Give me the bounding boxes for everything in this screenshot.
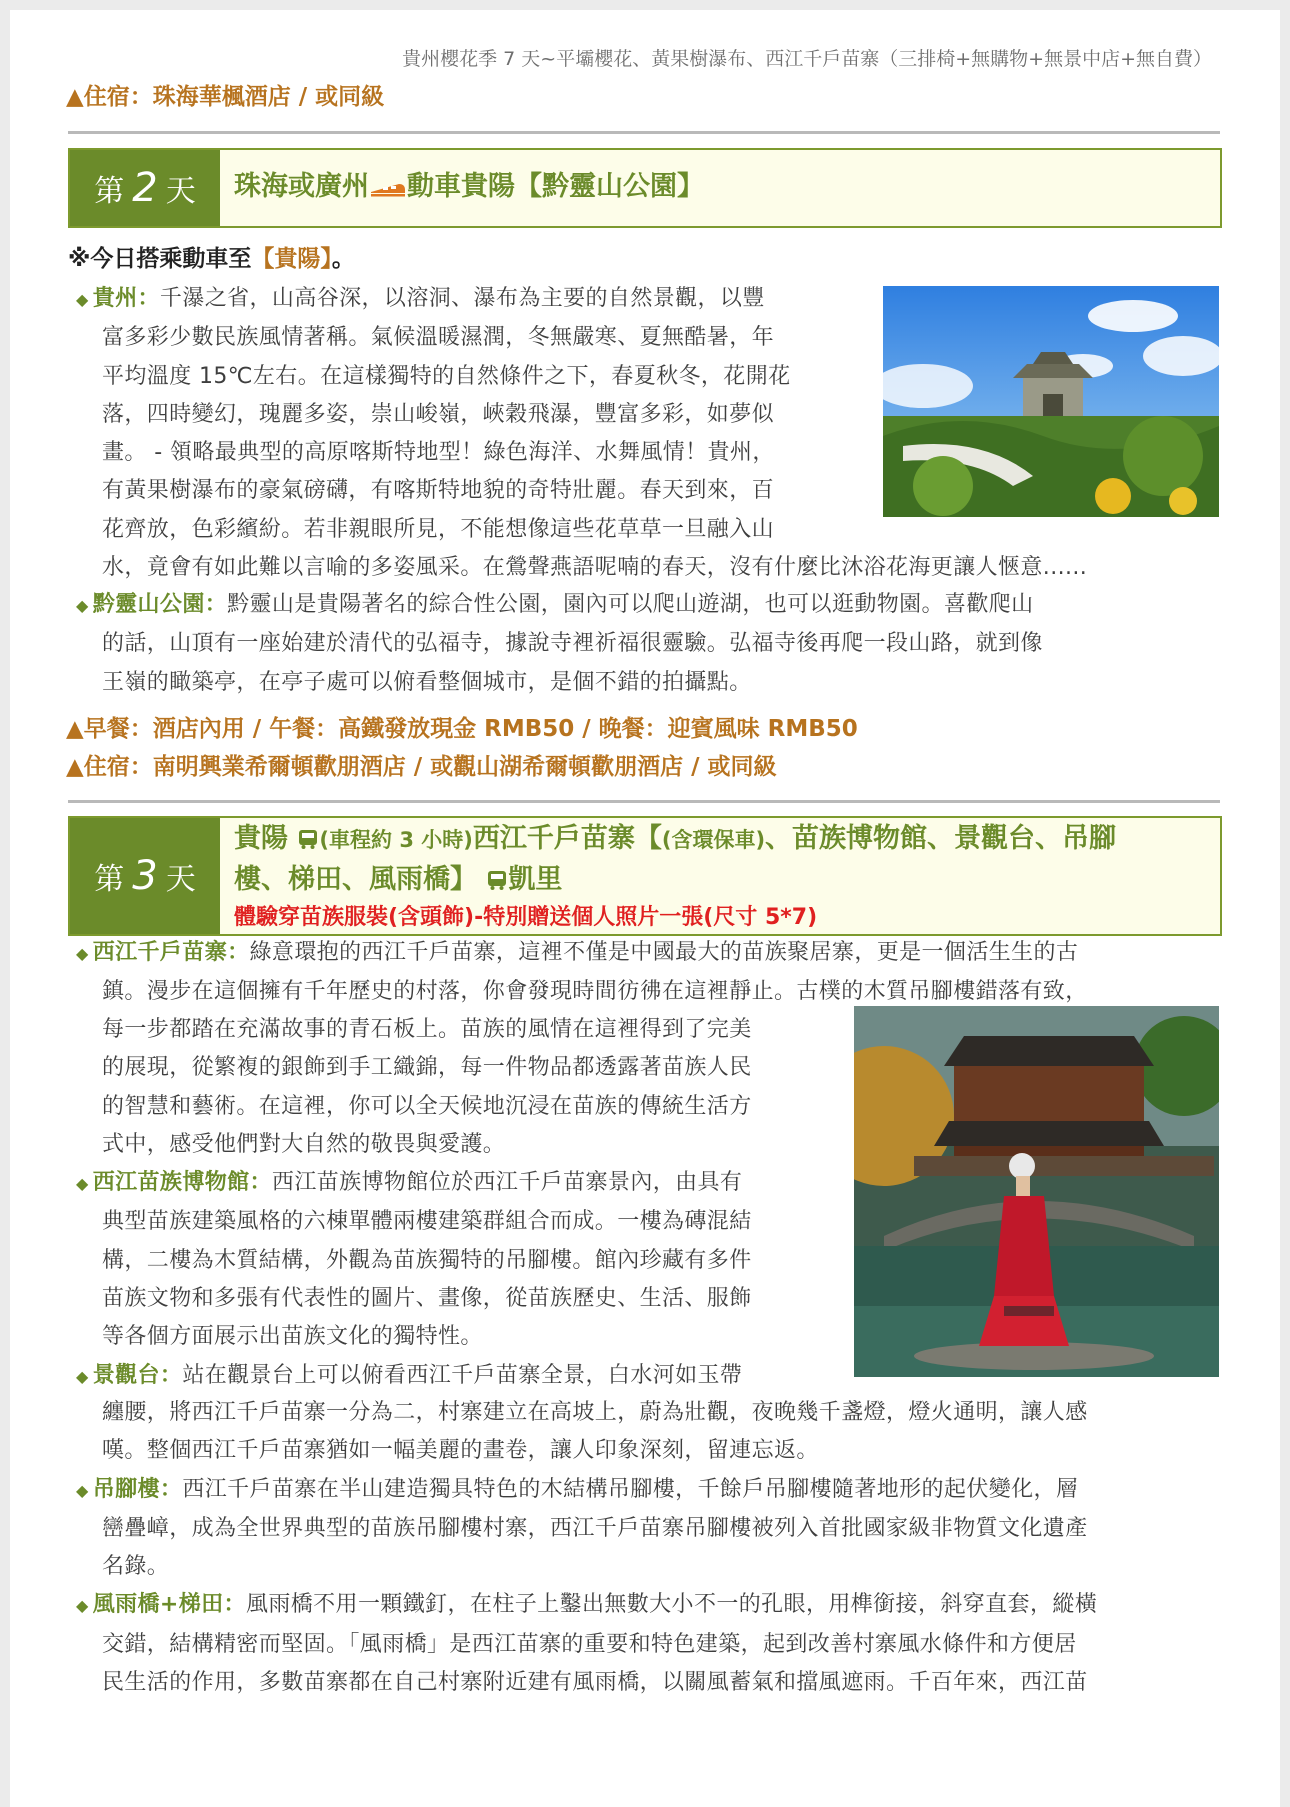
xijiang-line: 的展現，從繁複的銀飾到手工織錦，每一件物品都透露著苗族人民 bbox=[102, 1055, 752, 1081]
xijiang-line: 每一步都踏在充滿故事的青石板上。苗族的風情在這裡得到了完美 bbox=[102, 1017, 752, 1042]
xijiang-line: 式中，感受他們對大自然的敬畏與愛護。 bbox=[102, 1131, 506, 1157]
divider bbox=[68, 800, 1220, 803]
view-line: ◆ 景觀台：站在觀景台上可以俯看西江千戶苗寨全景，白水河如玉帶 bbox=[76, 1362, 743, 1388]
bridge-line: 交錯，結構精密而堅固。「風雨橋」是西江苗寨的重要和特色建築，起到改善村寨風水條件和方便居 bbox=[102, 1631, 1077, 1657]
view-line: 嘆。整個西江千戶苗寨猶如一幅美麗的畫卷，讓人印象深刻，留連忘返。 bbox=[102, 1438, 819, 1464]
xijiang-line: ◆ 西江千戶苗寨：綠意環抱的西江千戶苗寨，這裡不僅是中國最大的苗族聚居寨，更是一個活生生的古 bbox=[76, 940, 1079, 965]
qianling-line: 王嶺的瞰築亭，在亭子處可以俯看整個城市，是個不錯的拍攝點。 bbox=[102, 669, 752, 695]
guizhou-line: 花齊放，色彩繽紛。若非親眼所見，不能想像這些花草草一旦融入山 bbox=[102, 516, 775, 542]
qianling-line: ◆ 黔靈山公園：黔靈山是貴陽著名的綜合性公園，園內可以爬山遊湖，也可以逛動物園。喜歡爬山 bbox=[76, 592, 1034, 617]
xijiang-paragraph-wrap bbox=[76, 1011, 846, 1396]
bullet-icon: ◆ bbox=[76, 1480, 89, 1500]
bridge-line: ◆ 風雨橋+梯田：風雨橋不用一顆鐵釘，在柱子上鑿出無數大小不一的孔眼，用榫銜接，斜穿直套，縱橫 bbox=[76, 1592, 1098, 1618]
bullet-icon: ◆ bbox=[76, 944, 89, 963]
xijiang-paragraph-top bbox=[76, 934, 1226, 1012]
document-header: 貴州櫻花季 7 天~平壩櫻花、黃果樹瀑布、西江千戶苗寨（三排椅+無購物+無景中店+無自費） bbox=[402, 48, 1212, 70]
day3-tag: 第 3 天 bbox=[70, 818, 220, 934]
day2-lodging: ▲住宿：南明興業希爾頓歡朋酒店 / 或觀山湖希爾頓歡朋酒店 / 或同級 bbox=[66, 754, 777, 780]
bullet-icon: ◆ bbox=[76, 1596, 89, 1616]
museum-line: 苗族文物和多張有代表性的圖片、畫像，從苗族歷史、生活、服飾 bbox=[102, 1286, 752, 1312]
stilt-line: 巒疊嶂，成為全世界典型的苗族吊腳樓村寨，西江千戶苗寨吊腳樓被列入首批國家級非物質文化遺產 bbox=[102, 1515, 1088, 1541]
day3-subtitle: 體驗穿苗族服裝(含頭飾)-特別贈送個人照片一張(尺寸 5*7) bbox=[234, 905, 818, 930]
bullet-icon: ◆ bbox=[76, 1174, 89, 1194]
stilt-line: 名錄。 bbox=[102, 1554, 170, 1580]
bridge-line: 民生活的作用，多數苗寨都在自己村寨附近建有風雨橋，以關風蓄氣和擋風遮雨。千百年來，西江苗 bbox=[102, 1670, 1088, 1696]
guizhou-garden-photo bbox=[883, 286, 1219, 517]
day1-lodging: ▲住宿：珠海華楓酒店 / 或同級 bbox=[66, 84, 385, 110]
day2-meals: ▲早餐：酒店內用 / 午餐：高鐵發放現金 RMB50 / 晚餐：迎賓風味 RMB50 bbox=[66, 716, 858, 742]
museum-line: 等各個方面展示出苗族文化的獨特性。 bbox=[102, 1324, 483, 1350]
xijiang-line: 鎮。漫步在這個擁有千年歷史的村落，你會發現時間彷彿在這裡靜止。古樸的木質吊腳樓錯落有致， bbox=[102, 979, 1088, 1005]
guizhou-line: 畫。 - 領略最典型的高原喀斯特地型！綠色海洋、水舞風情！貴州， bbox=[102, 440, 775, 466]
museum-line: ◆ 西江苗族博物館：西江苗族博物館位於西江千戶苗寨景內，由具有 bbox=[76, 1170, 743, 1196]
day3-title: 貴陽 (車程約 3 小時)西江千戶苗寨【(含環保車)、苗族博物館、景觀台、吊腳 樓、梯田、風雨橋】 凱里 bbox=[234, 820, 1208, 902]
view-paragraph-rest bbox=[76, 1394, 1226, 1702]
xijiang-line: 的智慧和藝術。在這裡，你可以全天候地沉浸在苗族的傳統生活方 bbox=[102, 1093, 752, 1119]
guizhou-line: 富多彩少數民族風情著稱。氣候溫暖濕潤，冬無嚴寒、夏無酷暑，年 bbox=[102, 325, 775, 351]
qianling-line: 的話，山頂有一座始建於清代的弘福寺，據說寺裡祈福很靈驗。弘福寺後再爬一段山路，就到像 bbox=[102, 631, 1043, 657]
bullet-icon: ◆ bbox=[76, 1366, 89, 1386]
guizhou-line: ◆ 貴州：千瀑之省，山高谷深，以溶洞、瀑布為主要的自然景觀，以豐 bbox=[76, 286, 765, 311]
bus-icon bbox=[297, 823, 319, 861]
view-line: 纏腰，將西江千戶苗寨一分為二，村寨建立在高坡上，蔚為壯觀，夜晚幾千盞燈，燈火通明，讓人感 bbox=[102, 1400, 1088, 1425]
day2-tag: 第 2 天 bbox=[70, 150, 220, 226]
bullet-train-icon bbox=[369, 171, 407, 209]
qianling-paragraph bbox=[76, 586, 1226, 702]
divider bbox=[68, 131, 1220, 134]
day2-title: 珠海或廣州 動車貴陽【黔靈山公園】 bbox=[234, 168, 1208, 209]
guizhou-line: 有黃果樹瀑布的豪氣磅礴，有喀斯特地貌的奇特壯麗。春天到來，百 bbox=[102, 478, 775, 504]
miao-village-photo bbox=[854, 1006, 1219, 1377]
bus-icon bbox=[486, 864, 508, 902]
stilt-line: ◆ 吊腳樓：西江千戶苗寨在半山建造獨具特色的木結構吊腳樓，千餘戶吊腳樓隨著地形的起伏變化，層 bbox=[76, 1476, 1079, 1502]
bullet-icon: ◆ bbox=[76, 596, 89, 615]
guizhou-paragraph bbox=[76, 280, 1088, 587]
day2-note: ※今日搭乘動車至【貴陽】。 bbox=[68, 246, 355, 272]
guizhou-line: 落，四時變幻，瑰麗多姿，崇山峻嶺，峽穀飛瀑，豐富多彩，如夢似 bbox=[102, 401, 775, 427]
guizhou-line: 水，竟會有如此難以言喻的多姿風采。在鶯聲燕語呢喃的春天，沒有什麼比沐浴花海更讓人愜意...... bbox=[102, 555, 1088, 581]
day3-header bbox=[68, 816, 1222, 936]
day2-header bbox=[68, 148, 1222, 228]
museum-line: 構，二樓為木質結構，外觀為苗族獨特的吊腳樓。館內珍藏有多件 bbox=[102, 1247, 752, 1273]
guizhou-line: 平均溫度 15℃左右。在這樣獨特的自然條件之下，春夏秋冬，花開花 bbox=[102, 363, 791, 389]
bullet-icon: ◆ bbox=[76, 290, 89, 309]
museum-line: 典型苗族建築風格的六棟單體兩樓建築群組合而成。一樓為磚混結 bbox=[102, 1209, 752, 1235]
itinerary-page bbox=[10, 10, 1280, 1807]
